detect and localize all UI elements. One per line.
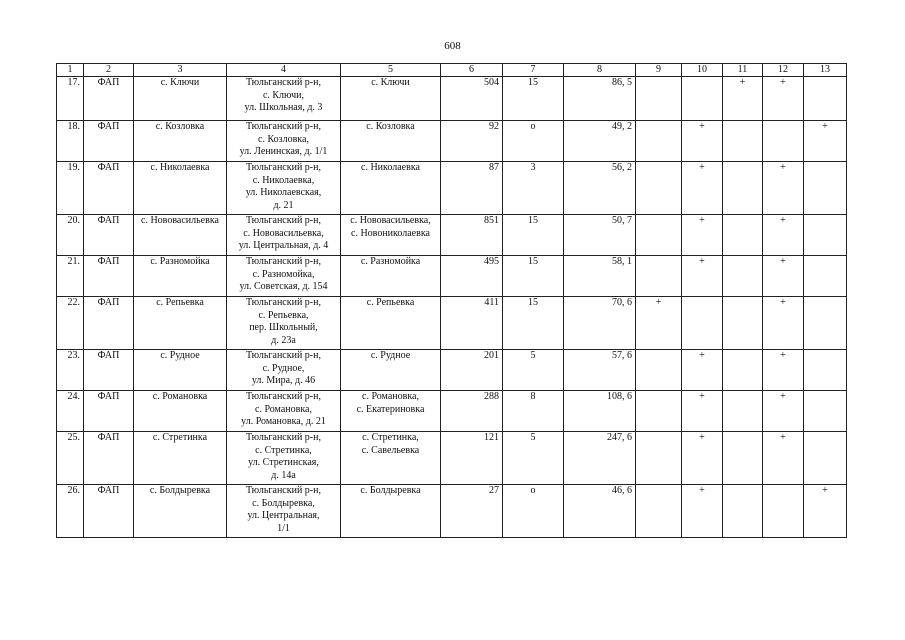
column-6-cell: 201: [441, 350, 503, 391]
address-cell-line: ул. Советская, д. 154: [239, 281, 328, 292]
address-cell-line: Тюльганский р-н,: [246, 77, 321, 88]
facility-table: [56, 63, 847, 538]
column-8-cell: 49, 2: [564, 121, 636, 162]
column-header: 12: [763, 64, 804, 77]
served-settlements-cell-line: с. Рудное: [370, 350, 411, 361]
served-settlements-cell: [341, 485, 441, 538]
column-6-cell: 92: [441, 121, 503, 162]
facility-type-cell: ФАП: [84, 256, 134, 297]
column-11-cell: [723, 162, 763, 215]
served-settlements-cell: [341, 162, 441, 215]
column-13-cell: [804, 77, 847, 121]
column-6-cell: 411: [441, 297, 503, 350]
column-9-cell: [636, 485, 682, 538]
column-10-cell: +: [682, 121, 723, 162]
column-header: 2: [84, 64, 134, 77]
column-12-cell: [763, 485, 804, 538]
table-row: [57, 121, 847, 162]
address-cell: [227, 256, 341, 297]
table-row: [57, 350, 847, 391]
served-settlements-cell: [341, 256, 441, 297]
column-10-cell: +: [682, 432, 723, 485]
address-cell-line: Тюльганский р-н,: [246, 121, 321, 132]
facility-type-cell: ФАП: [84, 162, 134, 215]
column-9-cell: [636, 391, 682, 432]
column-11-cell: [723, 297, 763, 350]
facility-type-cell: ФАП: [84, 485, 134, 538]
row-number-cell: 25.: [57, 432, 84, 485]
column-9-cell: [636, 432, 682, 485]
column-11-cell: [723, 256, 763, 297]
table-row: [57, 77, 847, 121]
column-8-cell: 86, 5: [564, 77, 636, 121]
page-number: 608: [444, 40, 461, 52]
column-13-cell: [804, 432, 847, 485]
address-cell-line: ул. Центральная, д. 4: [238, 240, 329, 251]
address-cell-line: Тюльганский р-н,: [246, 350, 321, 361]
served-settlements-cell-line: с. Романовка,: [362, 391, 419, 402]
settlement-cell: с. Рудное: [134, 350, 227, 391]
table-row: [57, 391, 847, 432]
settlement-cell: с. Болдыревка: [134, 485, 227, 538]
column-10-cell: +: [682, 256, 723, 297]
column-13-cell: +: [804, 121, 847, 162]
column-10-cell: +: [682, 391, 723, 432]
facility-type-cell: ФАП: [84, 297, 134, 350]
address-cell: [227, 432, 341, 485]
served-settlements-cell-line: с. Ключи: [371, 77, 410, 88]
column-8-cell: 247, 6: [564, 432, 636, 485]
address-cell-line: с. Рудное,: [262, 362, 305, 374]
column-header: 13: [804, 64, 847, 77]
column-6-cell: 288: [441, 391, 503, 432]
column-header: 9: [636, 64, 682, 77]
column-11-cell: [723, 121, 763, 162]
table-row: [57, 432, 847, 485]
column-header: 6: [441, 64, 503, 77]
address-cell-line: д. 14а: [271, 469, 296, 481]
address-cell: [227, 215, 341, 256]
address-cell: [227, 77, 341, 121]
column-12-cell: +: [763, 391, 804, 432]
column-6-cell: 504: [441, 77, 503, 121]
column-9-cell: [636, 162, 682, 215]
row-number-cell: 18.: [57, 121, 84, 162]
column-7-cell: 15: [503, 215, 564, 256]
column-7-cell: 15: [503, 297, 564, 350]
column-8-cell: 70, 6: [564, 297, 636, 350]
address-cell: [227, 350, 341, 391]
column-8-cell: 50, 7: [564, 215, 636, 256]
column-12-cell: +: [763, 256, 804, 297]
address-cell: [227, 485, 341, 538]
address-cell-line: Тюльганский р-н,: [246, 485, 321, 496]
served-settlements-cell: [341, 121, 441, 162]
column-7-cell: 5: [503, 432, 564, 485]
row-number-cell: 19.: [57, 162, 84, 215]
served-settlements-cell-line: с. Савельевка: [361, 444, 420, 456]
address-cell-line: с. Ключи,: [262, 89, 305, 101]
column-6-cell: 851: [441, 215, 503, 256]
address-cell-line: Тюльганский р-н,: [246, 162, 321, 173]
column-header: 3: [134, 64, 227, 77]
row-number-cell: 23.: [57, 350, 84, 391]
column-13-cell: [804, 215, 847, 256]
address-cell-line: ул. Центральная,: [247, 510, 320, 521]
column-10-cell: [682, 297, 723, 350]
column-11-cell: [723, 350, 763, 391]
column-number-row: [57, 64, 847, 77]
column-7-cell: 3: [503, 162, 564, 215]
column-7-cell: 5: [503, 350, 564, 391]
address-cell-line: с. Романовка,: [255, 403, 312, 415]
column-12-cell: +: [763, 162, 804, 215]
column-7-cell: 8: [503, 391, 564, 432]
facility-type-cell: ФАП: [84, 391, 134, 432]
address-cell-line: д. 21: [273, 199, 294, 211]
column-13-cell: [804, 256, 847, 297]
settlement-cell: с. Козловка: [134, 121, 227, 162]
address-cell-line: Тюльганский р-н,: [246, 256, 321, 267]
column-12-cell: +: [763, 350, 804, 391]
column-11-cell: +: [723, 77, 763, 121]
column-header: 4: [227, 64, 341, 77]
column-header: 7: [503, 64, 564, 77]
column-9-cell: [636, 350, 682, 391]
column-6-cell: 121: [441, 432, 503, 485]
settlement-cell: с. Николаевка: [134, 162, 227, 215]
address-cell-line: с. Стретинка,: [255, 444, 312, 456]
column-7-cell: 15: [503, 77, 564, 121]
column-13-cell: [804, 350, 847, 391]
table-body: [57, 77, 847, 538]
address-cell-line: с. Болдыревка,: [252, 497, 315, 509]
column-header: 8: [564, 64, 636, 77]
table-row: [57, 485, 847, 538]
served-settlements-cell: [341, 77, 441, 121]
served-settlements-cell-line: с. Новониколаевка: [351, 227, 430, 239]
column-13-cell: [804, 391, 847, 432]
facility-type-cell: ФАП: [84, 215, 134, 256]
address-cell: [227, 121, 341, 162]
address-cell-line: с. Репьевка,: [258, 309, 309, 321]
column-12-cell: [763, 121, 804, 162]
served-settlements-cell: [341, 391, 441, 432]
served-settlements-cell-line: с. Козловка: [366, 121, 415, 132]
settlement-cell: с. Стретинка: [134, 432, 227, 485]
served-settlements-cell-line: с. Екатериновка: [356, 403, 425, 415]
column-10-cell: +: [682, 350, 723, 391]
column-8-cell: 57, 6: [564, 350, 636, 391]
column-10-cell: +: [682, 162, 723, 215]
served-settlements-cell: [341, 432, 441, 485]
address-cell-line: 1/1: [277, 522, 290, 534]
address-cell-line: Тюльганский р-н,: [246, 391, 321, 402]
column-11-cell: [723, 391, 763, 432]
column-12-cell: +: [763, 77, 804, 121]
settlement-cell: с. Романовка: [134, 391, 227, 432]
column-9-cell: [636, 77, 682, 121]
served-settlements-cell: [341, 215, 441, 256]
settlement-cell: с. Ключи: [134, 77, 227, 121]
address-cell-line: Тюльганский р-н,: [246, 215, 321, 226]
column-8-cell: 46, 6: [564, 485, 636, 538]
address-cell-line: ул. Стретинская,: [248, 457, 319, 468]
served-settlements-cell-line: с. Репьевка: [366, 297, 415, 308]
column-header: 1: [57, 64, 84, 77]
address-cell-line: ул. Мира, д. 46: [251, 375, 316, 386]
column-header: 5: [341, 64, 441, 77]
row-number-cell: 21.: [57, 256, 84, 297]
address-cell-line: ул. Романовка, д. 21: [241, 416, 326, 427]
column-12-cell: +: [763, 432, 804, 485]
column-9-cell: [636, 256, 682, 297]
address-cell-line: ул. Ленинская, д. 1/1: [239, 146, 328, 157]
address-cell-line: с. Козловка,: [258, 133, 309, 145]
column-12-cell: +: [763, 215, 804, 256]
column-6-cell: 27: [441, 485, 503, 538]
table-row: [57, 256, 847, 297]
column-13-cell: [804, 297, 847, 350]
served-settlements-cell-line: с. Стретинка,: [362, 432, 419, 443]
column-8-cell: 58, 1: [564, 256, 636, 297]
table-row: [57, 297, 847, 350]
row-number-cell: 17.: [57, 77, 84, 121]
column-header: 11: [723, 64, 763, 77]
column-11-cell: [723, 432, 763, 485]
column-6-cell: 87: [441, 162, 503, 215]
row-number-cell: 22.: [57, 297, 84, 350]
column-8-cell: 56, 2: [564, 162, 636, 215]
served-settlements-cell-line: с. Болдыревка: [360, 485, 421, 496]
column-7-cell: 15: [503, 256, 564, 297]
served-settlements-cell-line: с. Николаевка: [361, 162, 420, 173]
address-cell-line: Тюльганский р-н,: [246, 432, 321, 443]
row-number-cell: 24.: [57, 391, 84, 432]
facility-type-cell: ФАП: [84, 432, 134, 485]
facility-type-cell: ФАП: [84, 121, 134, 162]
column-9-cell: [636, 121, 682, 162]
facility-type-cell: ФАП: [84, 350, 134, 391]
column-7-cell: о: [503, 121, 564, 162]
column-9-cell: +: [636, 297, 682, 350]
address-cell-line: с. Разномойка,: [252, 268, 315, 280]
address-cell: [227, 391, 341, 432]
address-cell-line: с. Нововасильевка,: [243, 227, 324, 239]
column-8-cell: 108, 6: [564, 391, 636, 432]
column-11-cell: [723, 215, 763, 256]
address-cell: [227, 162, 341, 215]
column-11-cell: [723, 485, 763, 538]
address-cell: [227, 297, 341, 350]
served-settlements-cell-line: с. Разномойка: [360, 256, 421, 267]
address-cell-line: Тюльганский р-н,: [246, 297, 321, 308]
row-number-cell: 20.: [57, 215, 84, 256]
address-cell-line: д. 23а: [271, 334, 296, 346]
settlement-cell: с. Разномойка: [134, 256, 227, 297]
column-12-cell: +: [763, 297, 804, 350]
column-7-cell: о: [503, 485, 564, 538]
address-cell-line: с. Николаевка,: [252, 174, 315, 186]
settlement-cell: с. Нововасильевка: [134, 215, 227, 256]
served-settlements-cell: [341, 297, 441, 350]
settlement-cell: с. Репьевка: [134, 297, 227, 350]
table-row: [57, 215, 847, 256]
row-number-cell: 26.: [57, 485, 84, 538]
served-settlements-cell: [341, 350, 441, 391]
address-cell-line: ул. Школьная, д. 3: [244, 102, 323, 113]
served-settlements-cell-line: с. Нововасильевка,: [350, 215, 431, 226]
column-6-cell: 495: [441, 256, 503, 297]
address-cell-line: пер. Школьный,: [249, 322, 318, 333]
column-10-cell: [682, 77, 723, 121]
column-10-cell: +: [682, 485, 723, 538]
column-10-cell: +: [682, 215, 723, 256]
table-row: [57, 162, 847, 215]
column-header: 10: [682, 64, 723, 77]
address-cell-line: ул. Николаевская,: [245, 187, 322, 198]
facility-type-cell: ФАП: [84, 77, 134, 121]
column-13-cell: +: [804, 485, 847, 538]
column-13-cell: [804, 162, 847, 215]
column-9-cell: [636, 215, 682, 256]
